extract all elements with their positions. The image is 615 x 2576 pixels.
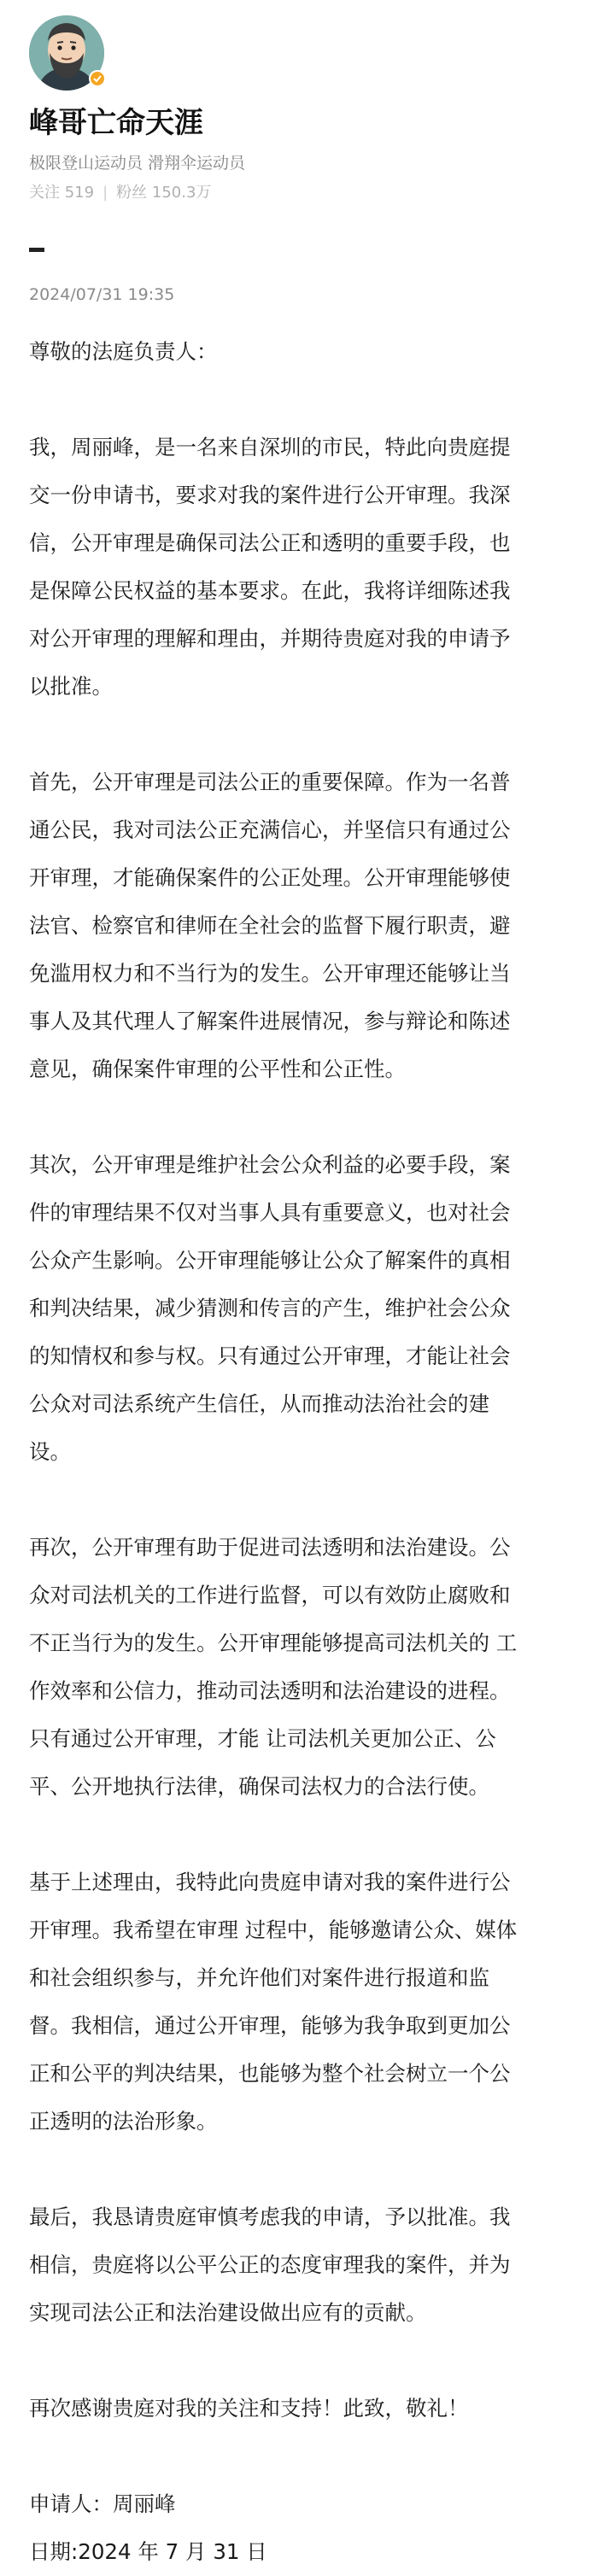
letter-paragraph: 再次感谢贵庭对我的关注和支持！此致，敬礼！	[29, 2396, 469, 2421]
letter-date: 日期:2024 年 7 月 31 日	[29, 2539, 267, 2564]
letter-salutation: 尊敬的法庭负责人：	[29, 339, 218, 364]
user-bio: 极限登山运动员 滑翔伞运动员	[29, 154, 246, 173]
followers-count[interactable]: 粉丝 150.3万	[116, 184, 212, 202]
letter-paragraph: 基于上述理由，我特此向贵庭申请对我的案件进行公 开审理。我希望在审理 过程中，能够邀请公众、媒体 和社会组织参与，并允许他们对案件进行报道和监 督。我相信，通过公开审理，能够为我争取到更加公 正和公平的判决结果，也能够为整个社会树立一个公 正透明的法治形象。	[29, 1870, 518, 2134]
letter-paragraph: 我，周丽峰，是一名来自深圳的市民，特此向贵庭提 交一份申请书，要求对我的案件进行公开审理。我深 信，公开审理是确保司法公正和透明的重要手段，也 是保障公民权益的基本要求。在此，我将详细陈述我 对公开审理的理解和理由，并期待贵庭对我的申请予 以批准。	[29, 435, 511, 699]
profile-header	[29, 15, 586, 203]
letter-body	[29, 328, 586, 2576]
stats-separator: |	[102, 184, 108, 202]
following-count[interactable]: 关注 519	[29, 184, 95, 202]
section-divider	[29, 248, 44, 252]
letter-paragraph: 首先，公开审理是司法公正的重要保障。作为一名普 通公民，我对司法公正充满信心，并坚信只有通过公 开审理，才能确保案件的公正处理。公开审理能够使 法官、检察官和律师在全社会的监督下履行职责，避 免滥用权力和不当行为的发生。公开审理还能够让当 事人及其代理人了解案件进展情况，参与辩论和陈述 意见，确保案件审理的公平性和公正性。	[29, 770, 511, 1081]
avatar-container[interactable]	[29, 15, 104, 91]
user-stats	[29, 183, 586, 203]
verified-badge-icon	[89, 70, 106, 87]
post-timestamp: 2024/07/31 19:35	[29, 285, 175, 304]
letter-paragraph: 其次，公开审理是维护社会公众利益的必要手段，案 件的审理结果不仅对当事人具有重要意义，也对社会 公众产生影响。公开审理能够让公众了解案件的真相 和判决结果，减少猜测和传言的产生，维护社会公众 的知情权和参与权。只有通过公开审理，才能让社会 公众对司法系统产生信任，从而推动法治社会的建 设。	[29, 1152, 511, 1464]
letter-paragraph: 再次，公开审理有助于促进司法透明和法治建设。公 众对司法机关的工作进行监督，可以有效防止腐败和 不正当行为的发生。公开审理能够提高司法机关的 工 作效率和公信力，推动司法透明和法治建设的进程。 只有通过公开审理，才能 让司法机关更加公正、公 平、公开地执行法律，确保司法权力的合法行使。	[29, 1535, 518, 1799]
username[interactable]: 峰哥亡命天涯	[29, 106, 203, 140]
letter-applicant: 申请人：周丽峰	[29, 2491, 176, 2516]
letter-paragraph: 最后，我恳请贵庭审慎考虑我的申请，予以批准。我 相信，贵庭将以公平公正的态度审理我的案件，并为 实现司法公正和法治建设做出应有的贡献。	[29, 2204, 511, 2325]
